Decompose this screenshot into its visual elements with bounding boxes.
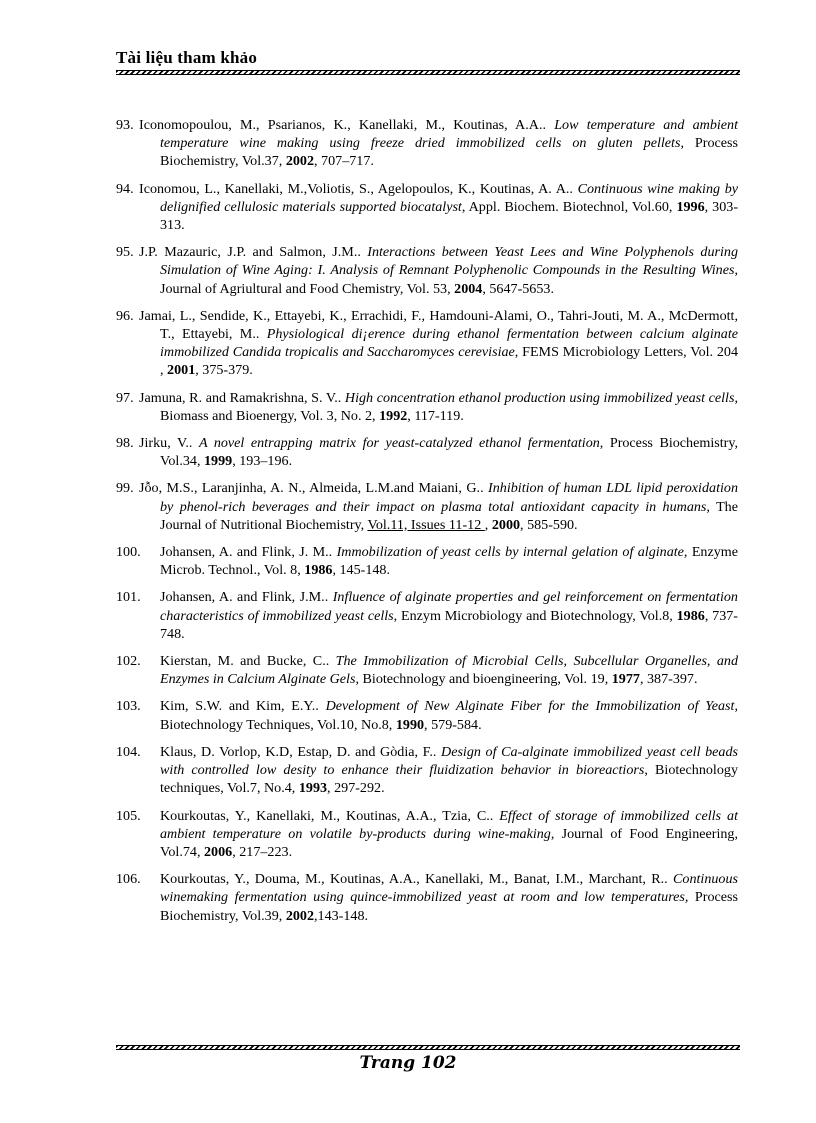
reference-authors: Kierstan, M. and Bucke, C.. xyxy=(160,653,336,670)
reference-authors: Jamai, L., Sendide, K., Ettayebi, K., Errachidi, F., Hamdouni-Alami, O., Tahri-Jouti, M. A., McDermott, T., Ettayebi, M.. xyxy=(139,307,738,343)
reference-authors: Kourkoutas, Y., Kanellaki, M., Koutinas, A.A., Tzia, C.. xyxy=(160,807,500,824)
reference-number: 101. xyxy=(116,589,141,606)
reference-title: Effect of storage of immobilized cells at ambient temperature on volatile by-products during wine-making xyxy=(160,807,738,842)
reference-source: , Appl. Biochem. Biotechnol, Vol.60, xyxy=(461,198,677,215)
reference-source: , Biotechnology Techniques, Vol.10, No.8, xyxy=(160,698,738,733)
reference-pages: , 5647-5653. xyxy=(482,280,554,297)
reference-year: 1986 xyxy=(676,607,705,624)
reference-item xyxy=(116,479,738,534)
reference-title: Continuous winemaking fermentation using quince-immobilized yeast at room and low temperatures xyxy=(160,871,738,906)
reference-year: 1993 xyxy=(298,780,328,797)
reference-item xyxy=(116,807,738,862)
reference-number: 102. xyxy=(116,653,141,670)
reference-year: 2002 xyxy=(285,153,314,170)
reference-pages: , 375-379. xyxy=(195,362,253,379)
reference-item xyxy=(116,543,738,579)
reference-title: Continuous wine making by delignified cellulosic materials supported biocatalyst xyxy=(160,180,738,215)
reference-source: , FEMS Microbiology Letters, Vol. 204 , xyxy=(160,344,738,379)
reference-item xyxy=(116,116,738,171)
reference-title: Physiological di¡erence during ethanol fermentation between calcium alginate immobilized Candida tropicalis and Saccharomyces cerevisiae xyxy=(160,326,738,361)
reference-year: 1990 xyxy=(395,716,425,733)
reference-year: 2001 xyxy=(167,362,196,379)
reference-year: 2006 xyxy=(204,843,233,860)
reference-pages: , 297-292. xyxy=(327,780,385,797)
reference-title: Design of Ca-alginate immobilized yeast cell beads with controlled low desity to enhance their fluidization behavior in bioreactiors xyxy=(160,743,738,779)
reference-title: Immobilization of yeast cells by internal gelation of alginate xyxy=(336,544,684,561)
reference-authors: Kim, S.W. and Kim, E.Y.. xyxy=(160,698,326,715)
reference-number: 100. xyxy=(116,544,141,561)
reference-item xyxy=(116,743,738,798)
reference-pages: , 737-748. xyxy=(160,607,738,642)
reference-item xyxy=(116,180,738,235)
reference-authors: Klaus, D. Vorlop, K.D, Estap, D. and Gòdia, F.. xyxy=(160,743,442,760)
reference-year: 1977 xyxy=(611,671,640,688)
reference-number: 97. xyxy=(116,389,134,406)
reference-pages: , 707–717. xyxy=(314,153,374,170)
reference-source: , Journal of Agriultural and Food Chemistry, Vol. 53, xyxy=(160,262,738,297)
reference-title: Interactions between Yeast Lees and Wine Polyphenols during Simulation of Wine Aging: I. Analysis of Remnant Polyphenolic Compounds in the Resulting Wines xyxy=(160,244,738,279)
reference-title: A novel entrapping matrix for yeast-catalyzed ethanol fermentation xyxy=(198,435,600,452)
reference-number: 93. xyxy=(116,117,134,133)
reference-title: Influence of alginate properties and gel reinforcement on fermentation characteristics of immobilized yeast cells xyxy=(160,589,738,624)
page-number: Trang 102 xyxy=(359,1053,457,1073)
reference-number: 106. xyxy=(116,871,141,888)
reference-pages: , 217–223. xyxy=(232,843,293,860)
reference-pages: , 117-119. xyxy=(407,407,464,424)
reference-authors: Jỗo, M.S., Laranjinha, A. N., Almeida, L.M.and Maiani, G.. xyxy=(139,480,489,497)
reference-pages: , 193–196. xyxy=(232,453,293,470)
page-header-title: Tài liệu tham khảo xyxy=(116,48,258,67)
reference-pages: , 145-148. xyxy=(332,562,390,579)
reference-source: , Enzym Microbiology and Biotechnology, Vol.8, xyxy=(393,607,677,624)
reference-source: , The Journal of Nutritional Biochemistry, xyxy=(160,498,738,533)
reference-title: High concentration ethanol production using immobilized yeast cells xyxy=(344,389,735,406)
footer-divider xyxy=(116,1045,740,1050)
reference-number: 104. xyxy=(116,743,141,760)
reference-authors: Johansen, A. and Flink, J.M.. xyxy=(160,589,333,606)
reference-year: 1996 xyxy=(676,198,705,215)
reference-authors: J.P. Mazauric, J.P. and Salmon, J.M.. xyxy=(139,244,368,261)
reference-year: 1999 xyxy=(204,453,233,470)
reference-item xyxy=(116,697,738,733)
reference-authors: Kourkoutas, Y., Douma, M., Koutinas, A.A., Kanellaki, M., Banat, I.M., Marchant, R.. xyxy=(160,871,673,888)
reference-list xyxy=(116,116,738,934)
reference-number: 98. xyxy=(116,435,134,452)
reference-source: , Process Biochemistry, Vol.34, xyxy=(160,435,738,470)
reference-source: , Journal of Food Engineering, Vol.74, xyxy=(160,825,738,860)
reference-authors: Iconomou, L., Kanellaki, M.,Voliotis, S., Agelopoulos, K., Koutinas, A. A.. xyxy=(139,180,578,197)
reference-pages: , 579-584. xyxy=(424,716,482,733)
reference-number: 103. xyxy=(116,698,141,715)
reference-separator: , xyxy=(484,516,492,533)
reference-title: Inhibition of human LDL lipid peroxidation by phenol-rich beverages and their impact on plasma total antioxidant capacity in humans xyxy=(160,480,738,515)
reference-item xyxy=(116,307,738,380)
reference-year: 2002 xyxy=(285,907,314,924)
reference-number: 99. xyxy=(116,480,134,497)
reference-title: Development of New Alginate Fiber for the Immobilization of Yeast xyxy=(325,698,735,715)
reference-item xyxy=(116,870,738,925)
reference-authors: Iconomopoulou, M., Psarianos, K., Kanellaki, M., Koutinas, A.A.. xyxy=(139,117,555,133)
reference-pages: , 387-397. xyxy=(639,671,698,688)
reference-authors: Jirku, V.. xyxy=(139,435,199,452)
reference-title: Low temperature and ambient temperature wine making using freeze dried immobilized cells on gluten pellets xyxy=(160,117,739,152)
reference-item xyxy=(116,243,738,298)
header-divider xyxy=(116,70,740,75)
reference-year: 2004 xyxy=(454,280,483,297)
reference-source: , Process Biochemistry, Vol.37, xyxy=(160,135,738,170)
reference-source: , Process Biochemistry, Vol.39, xyxy=(160,889,738,924)
reference-item xyxy=(116,588,738,643)
reference-authors: Jamuna, R. and Ramakrishna, S. V.. xyxy=(139,389,345,406)
reference-year: 1992 xyxy=(379,407,408,424)
reference-title: The Immobilization of Microbial Cells, Subcellular Organelles, and Enzymes in Calcium Alginate Gels xyxy=(160,653,738,688)
reference-number: 105. xyxy=(116,807,141,824)
reference-source: , Biomass and Bioenergy, Vol. 3, No. 2, xyxy=(160,389,738,424)
reference-number: 95. xyxy=(116,244,134,261)
reference-pages: , 303-313. xyxy=(160,198,739,234)
reference-number: 94. xyxy=(116,180,134,197)
reference-number: 96. xyxy=(116,307,134,324)
reference-source: , Enzyme Microb. Technol., Vol. 8, xyxy=(160,544,738,579)
reference-pages: ,143-148. xyxy=(314,907,369,924)
reference-volume-link: Vol.11, Issues 11-12 xyxy=(367,516,485,533)
reference-authors: Johansen, A. and Flink, J. M.. xyxy=(160,544,337,561)
reference-source: , Biotechnology techniques, Vol.7, No.4, xyxy=(160,762,738,797)
reference-item xyxy=(116,434,738,470)
reference-pages: , 585-590. xyxy=(520,516,578,533)
reference-source: , Biotechnology and bioengineering, Vol. 19, xyxy=(355,671,612,688)
reference-item xyxy=(116,389,738,425)
reference-year: 1986 xyxy=(304,562,333,579)
reference-year: 2000 xyxy=(491,516,521,533)
reference-item xyxy=(116,652,738,688)
